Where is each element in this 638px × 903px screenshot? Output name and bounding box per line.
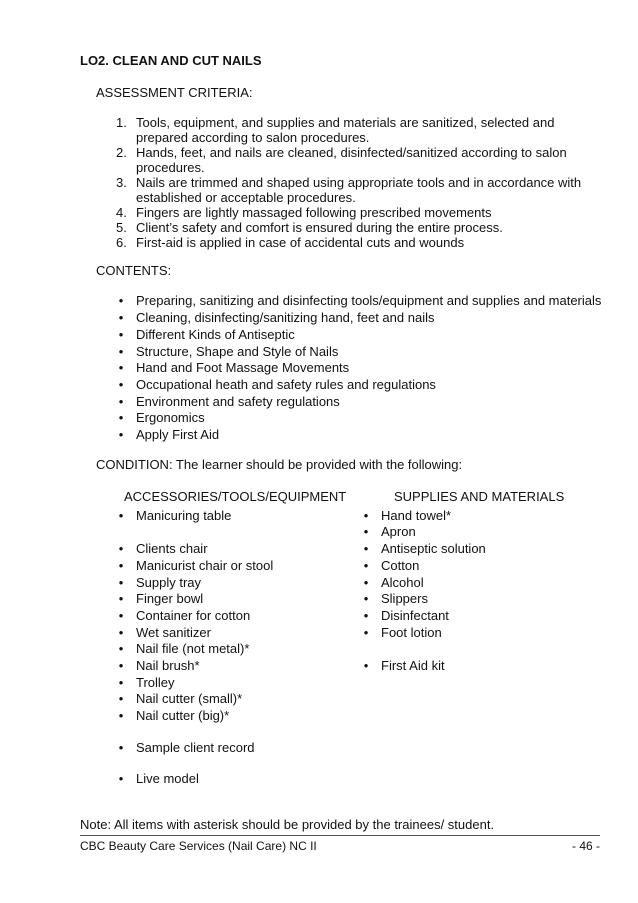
bullet-icon: • bbox=[118, 771, 124, 786]
page-number: - 46 - bbox=[571, 839, 600, 853]
assessment-number: 6. bbox=[116, 235, 127, 250]
assessment-number: 4. bbox=[116, 205, 127, 220]
bullet-icon: • bbox=[363, 541, 369, 556]
list-item: Disinfectant bbox=[381, 608, 449, 623]
assessment-title: ASSESSMENT CRITERIA: bbox=[96, 85, 253, 100]
bullet-icon: • bbox=[118, 625, 124, 640]
list-item: Environment and safety regulations bbox=[136, 394, 340, 409]
bullet-icon: • bbox=[118, 410, 124, 425]
bullet-icon: • bbox=[118, 508, 124, 523]
bullet-icon: • bbox=[118, 427, 124, 442]
list-item: Occupational heath and safety rules and regulations bbox=[136, 377, 436, 392]
assessment-text: Client’s safety and comfort is ensured during the entire process. bbox=[136, 220, 503, 235]
bullet-icon: • bbox=[118, 740, 124, 755]
list-item: Apply First Aid bbox=[136, 427, 220, 442]
list-item: Nail brush* bbox=[136, 658, 200, 673]
list-item: First Aid kit bbox=[381, 658, 445, 673]
list-item: Finger bowl bbox=[136, 591, 204, 606]
list-item: Alcohol bbox=[381, 575, 424, 590]
bullet-icon: • bbox=[118, 327, 124, 342]
list-item: Nail file (not metal)* bbox=[136, 641, 250, 656]
bullet-icon: • bbox=[118, 691, 124, 706]
contents-title: CONTENTS: bbox=[96, 263, 172, 278]
list-item: Hand and Foot Massage Movements bbox=[136, 360, 350, 375]
assessment-text: First-aid is applied in case of accidental cuts and wounds bbox=[136, 235, 465, 250]
assessment-number: 3. bbox=[116, 175, 127, 190]
assessment-text: prepared according to salon procedures. bbox=[136, 130, 370, 145]
bullet-icon: • bbox=[118, 575, 124, 590]
assessment-text: Nails are trimmed and shaped using appropriate tools and in accordance with bbox=[136, 175, 582, 190]
assessment-text: Fingers are lightly massaged following prescribed movements bbox=[136, 205, 492, 220]
bullet-icon: • bbox=[118, 310, 124, 325]
list-item: Clients chair bbox=[136, 541, 208, 556]
list-item: Structure, Shape and Style of Nails bbox=[136, 344, 339, 359]
assessment-text: Hands, feet, and nails are cleaned, disinfected/sanitized according to salon bbox=[136, 145, 567, 160]
bullet-icon: • bbox=[363, 558, 369, 573]
bullet-icon: • bbox=[363, 625, 369, 640]
section-heading: LO2. CLEAN AND CUT NAILS bbox=[80, 53, 262, 68]
bullet-icon: • bbox=[363, 524, 369, 539]
list-item: Different Kinds of Antiseptic bbox=[136, 327, 295, 342]
bullet-icon: • bbox=[118, 344, 124, 359]
list-item: Wet sanitizer bbox=[136, 625, 211, 640]
bullet-icon: • bbox=[363, 575, 369, 590]
list-item: Hand towel* bbox=[381, 508, 452, 523]
list-item: Manicuring table bbox=[136, 508, 232, 523]
list-item: Manicurist chair or stool bbox=[136, 558, 274, 573]
list-item: Live model bbox=[136, 771, 199, 786]
bullet-icon: • bbox=[118, 558, 124, 573]
assessment-number: 2. bbox=[116, 145, 127, 160]
bullet-icon: • bbox=[118, 394, 124, 409]
asterisk-note: Note: All items with asterisk should be provided by the trainees/ student. bbox=[80, 817, 495, 832]
list-item: Foot lotion bbox=[381, 625, 442, 640]
list-item: Trolley bbox=[136, 675, 175, 690]
bullet-icon: • bbox=[118, 541, 124, 556]
bullet-icon: • bbox=[363, 608, 369, 623]
accessories-column-header: ACCESSORIES/TOOLS/EQUIPMENT bbox=[124, 489, 347, 504]
list-item: Sample client record bbox=[136, 740, 255, 755]
bullet-icon: • bbox=[118, 293, 124, 308]
bullet-icon: • bbox=[118, 708, 124, 723]
assessment-text: procedures. bbox=[136, 160, 205, 175]
bullet-icon: • bbox=[118, 591, 124, 606]
assessment-text: established or acceptable procedures. bbox=[136, 190, 356, 205]
bullet-icon: • bbox=[118, 360, 124, 375]
list-item: Container for cotton bbox=[136, 608, 251, 623]
list-item: Supply tray bbox=[136, 575, 202, 590]
bullet-icon: • bbox=[118, 675, 124, 690]
list-item: Cotton bbox=[381, 558, 420, 573]
bullet-icon: • bbox=[118, 641, 124, 656]
bullet-icon: • bbox=[118, 608, 124, 623]
bullet-icon: • bbox=[363, 591, 369, 606]
bullet-icon: • bbox=[363, 508, 369, 523]
list-item: Ergonomics bbox=[136, 410, 205, 425]
assessment-number: 1. bbox=[116, 115, 127, 130]
condition-title: CONDITION: The learner should be provided with the following: bbox=[96, 457, 463, 472]
list-item: Preparing, sanitizing and disinfecting tools/equipment and supplies and materials bbox=[136, 293, 602, 308]
footer-course-title: CBC Beauty Care Services (Nail Care) NC II bbox=[80, 839, 317, 853]
assessment-text: Tools, equipment, and supplies and materials are sanitized, selected and bbox=[136, 115, 555, 130]
bullet-icon: • bbox=[118, 377, 124, 392]
list-item: Nail cutter (small)* bbox=[136, 691, 243, 706]
list-item: Nail cutter (big)* bbox=[136, 708, 230, 723]
assessment-number: 5. bbox=[116, 220, 127, 235]
list-item: Slippers bbox=[381, 591, 428, 606]
list-item: Cleaning, disinfecting/sanitizing hand, feet and nails bbox=[136, 310, 435, 325]
list-item: Apron bbox=[381, 524, 416, 539]
bullet-icon: • bbox=[118, 658, 124, 673]
list-item: Antiseptic solution bbox=[381, 541, 486, 556]
supplies-column-header: SUPPLIES AND MATERIALS bbox=[394, 489, 565, 504]
footer-divider bbox=[80, 835, 600, 836]
bullet-icon: • bbox=[363, 658, 369, 673]
